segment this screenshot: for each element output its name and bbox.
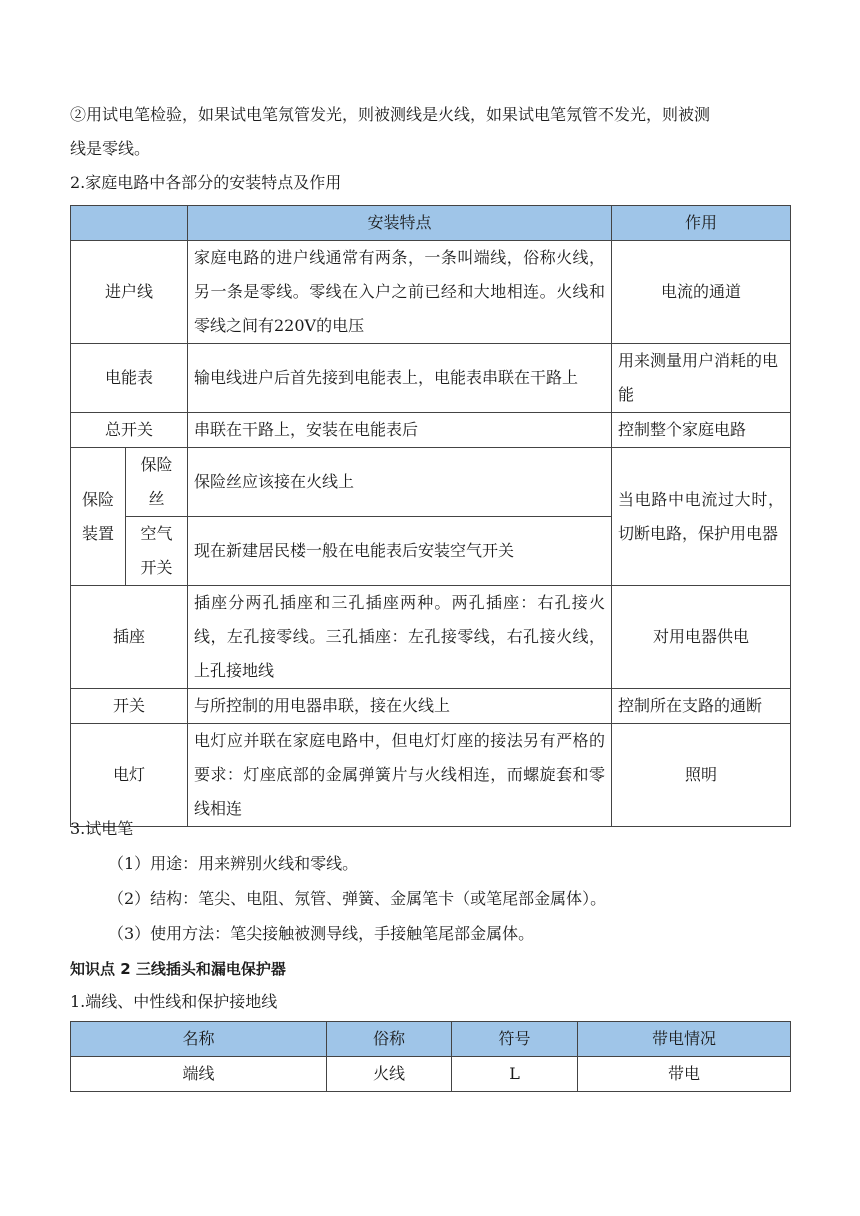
header-blank bbox=[71, 206, 188, 241]
row-role: 对用电器供电 bbox=[612, 586, 791, 689]
section-2-title: 2.家庭电路中各部分的安装特点及作用 bbox=[70, 173, 342, 192]
wire-types-table bbox=[70, 1021, 791, 1092]
row-feature: 串联在干路上，安装在电能表后 bbox=[188, 413, 612, 448]
header-name: 名称 bbox=[71, 1022, 327, 1057]
section-3-item-2: （2）结构：笔尖、电阻、氖管、弹簧、金属笔卡（或笔尾部金属体）。 bbox=[108, 889, 607, 908]
row-name: 电灯 bbox=[71, 724, 188, 827]
header-feature: 安装特点 bbox=[188, 206, 612, 241]
row-role: 电流的通道 bbox=[612, 241, 791, 344]
row-role: 控制整个家庭电路 bbox=[612, 413, 791, 448]
cell-charged-state: 带电 bbox=[578, 1057, 791, 1092]
table-row bbox=[71, 586, 791, 689]
table-row bbox=[71, 689, 791, 724]
row-feature: 插座分两孔插座和三孔插座两种。两孔插座：右孔接火线，左孔接零线。三孔插座：左孔接零线，右孔接火线，上孔接地线 bbox=[188, 586, 612, 689]
row-sub-name: 空气开关 bbox=[126, 517, 188, 586]
table-row bbox=[71, 1057, 791, 1092]
row-feature: 现在新建居民楼一般在电能表后安装空气开关 bbox=[188, 517, 612, 586]
header-symbol: 符号 bbox=[452, 1022, 578, 1057]
table-row bbox=[71, 344, 791, 413]
table-row bbox=[71, 448, 791, 517]
row-name: 进户线 bbox=[71, 241, 188, 344]
cell-symbol: L bbox=[452, 1057, 578, 1092]
section-3-item-3: （3）使用方法：笔尖接触被测导线，手接触笔尾部金属体。 bbox=[108, 924, 535, 943]
row-group-name: 保险装置 bbox=[71, 448, 126, 586]
table-row bbox=[71, 241, 791, 344]
row-name: 开关 bbox=[71, 689, 188, 724]
header-charged-state: 带电情况 bbox=[578, 1022, 791, 1057]
table-header-row bbox=[71, 206, 791, 241]
row-sub-name: 保险丝 bbox=[126, 448, 188, 517]
row-feature: 家庭电路的进户线通常有两条，一条叫端线，俗称火线，另一条是零线。零线在入户之前已经和大地相连。火线和零线之间有220V的电压 bbox=[188, 241, 612, 344]
header-common-name: 俗称 bbox=[327, 1022, 452, 1057]
section-3-title: 3.试电笔 bbox=[70, 819, 134, 838]
row-name: 插座 bbox=[71, 586, 188, 689]
row-name: 总开关 bbox=[71, 413, 188, 448]
row-role: 用来测量用户消耗的电能 bbox=[612, 344, 791, 413]
row-role: 照明 bbox=[612, 724, 791, 827]
knowledge-point-2-title: 知识点 2 三线插头和漏电保护器 bbox=[70, 960, 286, 978]
subsection-1-title: 1.端线、中性线和保护接地线 bbox=[70, 992, 278, 1011]
intro-line-1: ②用试电笔检验，如果试电笔氖管发光，则被测线是火线，如果试电笔氖管不发光，则被测 bbox=[70, 105, 711, 124]
header-role: 作用 bbox=[612, 206, 791, 241]
row-feature: 保险丝应该接在火线上 bbox=[188, 448, 612, 517]
table-header-row bbox=[71, 1022, 791, 1057]
cell-name: 端线 bbox=[71, 1057, 327, 1092]
installation-table bbox=[70, 205, 791, 827]
row-feature: 与所控制的用电器串联，接在火线上 bbox=[188, 689, 612, 724]
row-feature: 电灯应并联在家庭电路中，但电灯灯座的接法另有严格的要求：灯座底部的金属弹簧片与火线相连，而螺旋套和零线相连 bbox=[188, 724, 612, 827]
table-row bbox=[71, 413, 791, 448]
section-3-item-1: （1）用途：用来辨别火线和零线。 bbox=[108, 854, 359, 873]
cell-common-name: 火线 bbox=[327, 1057, 452, 1092]
row-name: 电能表 bbox=[71, 344, 188, 413]
row-role: 当电路中电流过大时，切断电路，保护用电器 bbox=[612, 448, 791, 586]
row-feature: 输电线进户后首先接到电能表上，电能表串联在干路上 bbox=[188, 344, 612, 413]
row-role: 控制所在支路的通断 bbox=[612, 689, 791, 724]
intro-line-2: 线是零线。 bbox=[70, 139, 151, 158]
